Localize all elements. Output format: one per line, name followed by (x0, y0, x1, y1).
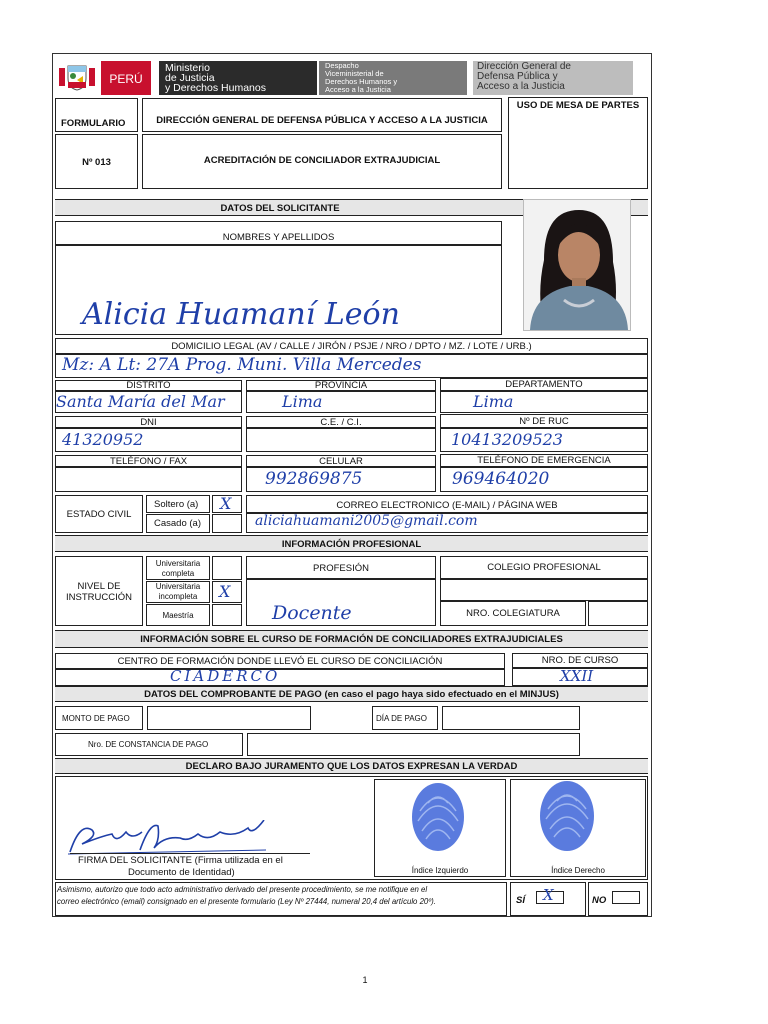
domicilio-value: Mz: A Lt: 27A Prog. Muni. Villa Mercedes (62, 355, 422, 375)
firma-label-1: FIRMA DEL SOLICITANTE (Firma utilizada en el (78, 855, 283, 866)
correo-value: aliciahuamani2005@gmail.com (255, 513, 478, 529)
profesion-value: Docente (272, 602, 352, 624)
section-curso-title: INFORMACIÓN SOBRE EL CURSO DE FORMACIÓN DE CONCILIADORES EXTRAJUDICIALES (140, 634, 563, 645)
monto-label: MONTO DE PAGO (62, 714, 130, 723)
indice-izq-label: Índice Izquierdo (411, 866, 469, 875)
constancia-label: Nro. DE CONSTANCIA DE PAGO (88, 740, 209, 749)
ce-label: C.E. / C.I. (320, 417, 362, 428)
nivel-label-1: NIVEL DE (77, 581, 121, 592)
casado-label: Casado (a) (154, 518, 201, 529)
dni-label: DNI (140, 417, 157, 428)
nombres-value: Alicia Huamaní León (82, 297, 400, 332)
provincia-value: Lima (282, 392, 323, 411)
despacho-badge (319, 61, 467, 95)
section-pago-title: DATOS DEL COMPROBANTE DE PAGO (en caso el pago haya sido efectuado en el MINJUS) (144, 689, 559, 700)
dni-value: 41320952 (62, 430, 144, 449)
uni-completa-2: completa (161, 569, 195, 578)
despacho-line-3: Derechos Humanos y (325, 77, 398, 86)
provincia-label: PROVINCIA (314, 380, 368, 391)
despacho-line-1: Despacho (325, 61, 359, 70)
fingerprint-right-icon (536, 779, 598, 853)
ministerio-badge (159, 61, 317, 95)
celular-value: 992869875 (265, 469, 363, 489)
form-number: Nº 013 (82, 157, 111, 168)
ministerio-line-3: y Derechos Humanos (165, 82, 266, 94)
uni-completa-checkbox (212, 556, 242, 580)
si-label: SÍ (516, 895, 525, 906)
profesion-label: PROFESIÓN (313, 563, 369, 574)
domicilio-label: DOMICILIO LEGAL (AV / CALLE / JIRÓN / PSJE / NRO / DPTO / MZ. / LOTE / URB.) (171, 341, 532, 352)
provincia-value-cell (246, 391, 436, 413)
autorizo-text-2: correo electrónico (email) consignado en el presente formulario (Ley Nº 27444, numeral 20,4 del artículo 20º). (57, 897, 436, 906)
photo-frame (523, 199, 631, 331)
despacho-line-2: Viceministerial de (325, 69, 384, 78)
colegiatura-value-cell (588, 601, 648, 626)
nivel-label-2: INSTRUCCIÓN (66, 592, 132, 603)
uni-incompleta-mark: X (219, 582, 231, 601)
monto-input[interactable] (147, 706, 311, 730)
colegio-value-cell (440, 579, 648, 601)
uso-mesa-label: USO DE MESA DE PARTES (516, 100, 640, 111)
centro-label: CENTRO DE FORMACIÓN DONDE LLEVÓ EL CURSO DE CONCILIACIÓN (117, 656, 443, 667)
fingerprint-left-icon (408, 781, 468, 853)
departamento-value: Lima (473, 392, 514, 411)
direccion-line-1: Dirección General de (477, 61, 571, 72)
centro-value: CIADERCO (170, 667, 281, 685)
ruc-value: 10413209523 (451, 430, 563, 449)
ce-value-cell (246, 428, 436, 452)
header-bar (55, 57, 635, 96)
maestria-checkbox (212, 604, 242, 626)
uni-incompleta-1: Universitaria (155, 582, 201, 591)
telefono-label: TELÉFONO / FAX (109, 456, 188, 467)
ruc-label: Nº DE RUC (519, 416, 569, 427)
formulario-label: FORMULARIO (61, 118, 126, 129)
direccion-line-2: Defensa Pública y (477, 71, 558, 82)
no-checkbox[interactable] (612, 891, 640, 904)
departamento-value-cell (440, 391, 648, 413)
coat-of-arms-icon (59, 62, 95, 92)
autorizo-text-1: Asimismo, autorizo que todo acto administrativo derivado del presente procedimiento, se me notifique en el (57, 885, 428, 894)
ministerio-line-2: de Justicia (165, 72, 215, 84)
nro-curso-label: NRO. DE CURSO (541, 655, 619, 666)
peru-text: PERÚ (109, 72, 143, 86)
signature-line (70, 853, 310, 854)
applicant-photo (524, 200, 630, 330)
ministerio-line-1: Ministerio (165, 62, 210, 74)
soltero-mark: X (220, 494, 232, 513)
peru-badge (101, 61, 151, 95)
no-label: NO (592, 895, 607, 906)
uni-completa-1: Universitaria (155, 559, 201, 568)
estado-civil-label: ESTADO CIVIL (66, 509, 132, 520)
firma-label-2: Documento de Identidad) (128, 867, 235, 878)
acreditacion-title: ACREDITACIÓN DE CONCILIADOR EXTRAJUDICIAL (203, 155, 441, 166)
direccion-badge (473, 61, 633, 95)
direccion-line-3: Acceso a la Justicia (477, 81, 565, 92)
nombres-label: NOMBRES Y APELLIDOS (222, 232, 335, 243)
departamento-label: DEPARTAMENTO (505, 379, 583, 390)
dia-label: DÍA DE PAGO (376, 714, 427, 723)
colegiatura-label: NRO. COLEGIATURA (466, 608, 560, 619)
distrito-label: DISTRITO (126, 380, 171, 391)
applicant-signature (66, 820, 276, 860)
si-mark: X (543, 886, 554, 904)
casado-checkbox (212, 514, 242, 533)
distrito-value: Santa María del Mar (56, 392, 225, 411)
constancia-input[interactable] (247, 733, 580, 756)
page-number: 1 (362, 975, 368, 985)
nro-curso-value: XXII (560, 667, 594, 685)
emergencia-value: 969464020 (452, 469, 550, 489)
emergencia-label: TELÉFONO DE EMERGENCIA (477, 455, 611, 466)
section-juramento-title: DECLARO BAJO JURAMENTO QUE LOS DATOS EXPRESAN LA VERDAD (185, 761, 518, 772)
indice-der-label: Índice Derecho (551, 866, 605, 875)
correo-label: CORREO ELECTRONICO (E-MAIL) / PÁGINA WEB (336, 500, 558, 511)
direccion-title: DIRECCIÓN GENERAL DE DEFENSA PÚBLICA Y ACCESO A LA JUSTICIA (156, 115, 488, 126)
telefono-value-cell (55, 467, 242, 492)
colegio-label: COLEGIO PROFESIONAL (487, 562, 601, 573)
uni-incompleta-2: incompleta (158, 592, 198, 601)
section-profesional-title: INFORMACIÓN PROFESIONAL (281, 539, 422, 550)
celular-label: CELULAR (319, 456, 363, 467)
maestria-label: Maestría (162, 611, 194, 620)
despacho-line-4: Acceso a la Justicia (325, 85, 391, 94)
soltero-label: Soltero (a) (154, 499, 199, 510)
dia-input[interactable] (442, 706, 580, 730)
section-solicitante-title: DATOS DEL SOLICITANTE (220, 203, 340, 214)
